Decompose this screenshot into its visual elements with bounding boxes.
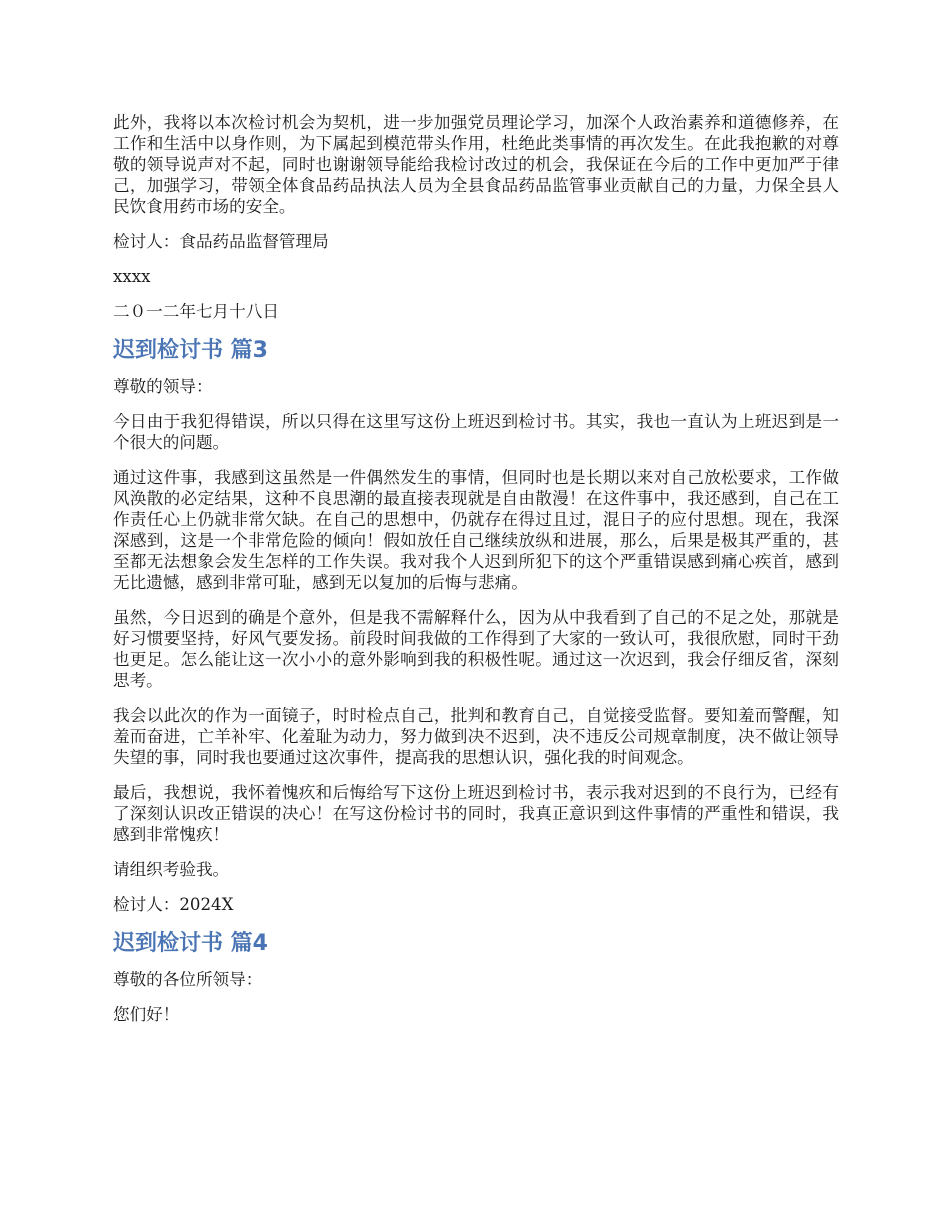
paragraph-salutation: 尊敬的领导： (113, 377, 213, 396)
paragraph-body: 通过这件事，我感到这虽然是一件偶然发生的事情，但同时也是长期以来对自己放松要求，工作做风涣散的必定结果，这种不良思潮的最直接表现就是自由散漫！在这件事中，我还感到，自己在工作责任心上仍就非常欠缺。在自己的思想中，仍就存在得过且过，混日子的应付思想。现在，我深深感到，这是一个非常危险的倾向！假如放任自己继续放纵和进展，那么，后果是极其严重的，甚至都无法想象会发生怎样的工作失误。我对我个人迟到所犯下的这个严重错误感到痛心疾首，感到无比遗憾，感到非常可耻，感到无以复加的后悔与悲痛。 (113, 468, 839, 592)
paragraph-closing: 请组织考验我。 (113, 860, 230, 879)
paragraph-body: 此外，我将以本次检讨机会为契机，进一步加强党员理论学习，加深个人政治素养和道德修养，在工作和生活中以身作则，为下属起到模范带头作用，杜绝此类事情的再次发生。在此我抱歉的对尊敬的领导说声对不起，同时也谢谢领导能给我检讨改过的机会，我保证在今后的工作中更加严于律己，加强学习，带领全体食品药品执法人员为全县食品药品监管事业贡献自己的力量，力保全县人民饮食用药市场的安全。 (113, 113, 839, 216)
paragraph-body: 最后，我想说，我怀着愧疚和后悔给写下这份上班迟到检讨书，表示我对迟到的不良行为，已经有了深刻认识改正错误的决心！在写这份检讨书的同时，我真正意识到这件事情的严重性和错误，我感到非常愧疚！ (113, 783, 839, 844)
paragraph-signature: 检讨人：2024X (113, 895, 234, 914)
paragraph-greeting: 您们好！ (113, 1005, 180, 1024)
paragraph-date: 二０一二年七月十八日 (113, 302, 279, 321)
paragraph-name: xxxx (113, 267, 151, 286)
section-heading-4: 迟到检讨书 篇4 (113, 931, 268, 956)
paragraph-body: 我会以此次的作为一面镜子，时时检点自己，批判和教育自己，自觉接受监督。要知羞而警醒，知羞而奋进，亡羊补牢、化羞耻为动力，努力做到决不迟到，决不违反公司规章制度，决不做让领导失望的事，同时我也要通过这次事件，提高我的思想认识，强化我的时间观念。 (113, 706, 839, 767)
section-heading-3: 迟到检讨书 篇3 (113, 338, 268, 363)
paragraph-signature: 检讨人：食品药品监督管理局 (113, 232, 329, 251)
paragraph-salutation: 尊敬的各位所领导： (113, 970, 263, 989)
document-page (113, 112, 839, 1039)
paragraph-body: 虽然，今日迟到的确是个意外，但是我不需解释什么，因为从中我看到了自己的不足之处，那就是好习惯要坚持，好风气要发扬。前段时间我做的工作得到了大家的一致认可，我很欣慰，同时干劲也更足。怎么能让这一次小小的意外影响到我的积极性呢。通过这一次迟到，我会仔细反省，深刻思考。 (113, 608, 839, 690)
paragraph-body: 今日由于我犯得错误，所以只得在这里写这份上班迟到检讨书。其实，我也一直认为上班迟到是一个很大的问题。 (113, 412, 839, 452)
